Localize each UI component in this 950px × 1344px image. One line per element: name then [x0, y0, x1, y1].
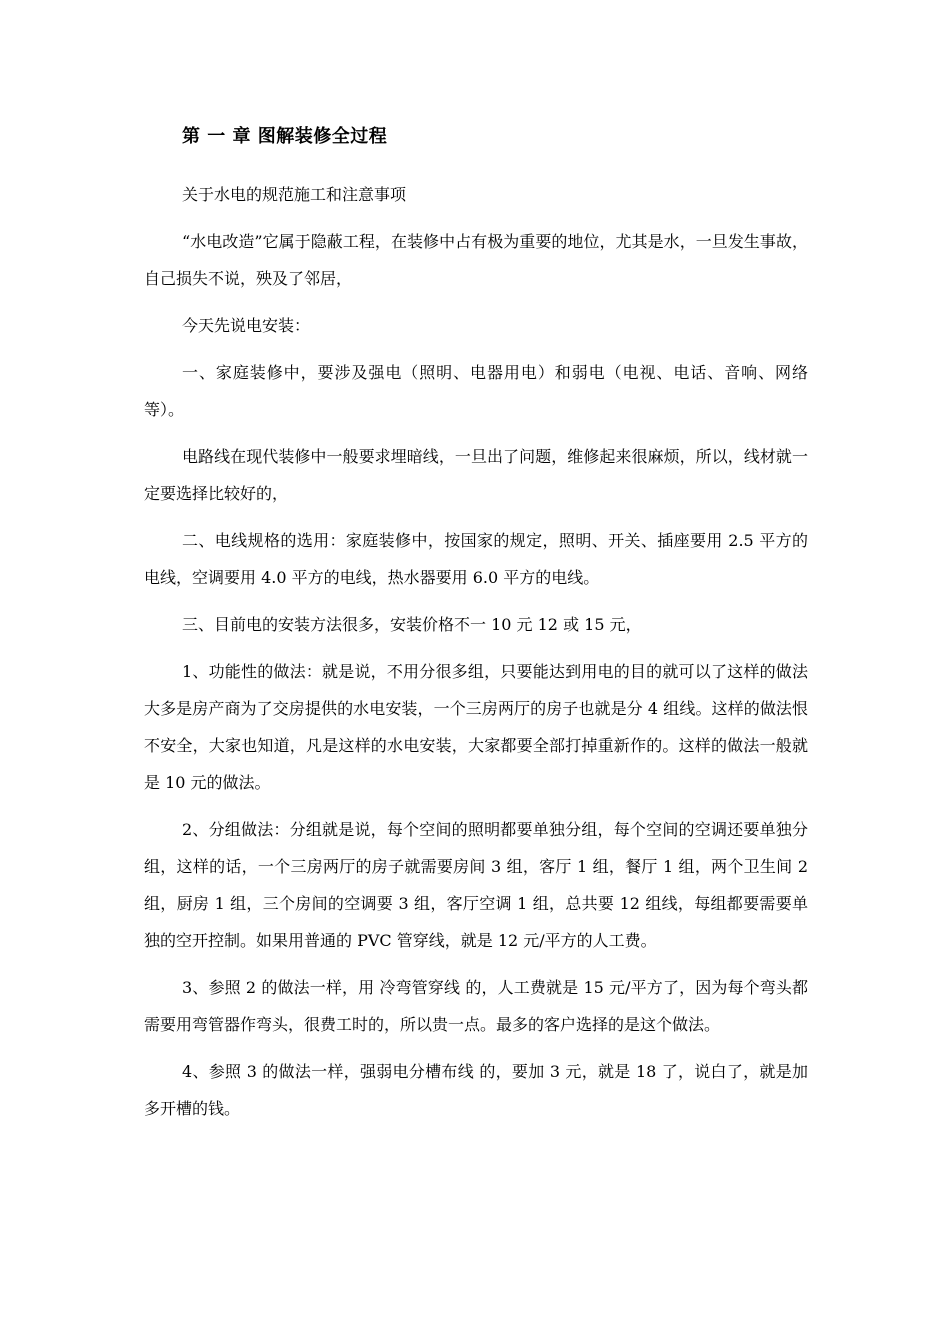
paragraph-intro: “水电改造”它属于隐蔽工程，在装修中占有极为重要的地位，尤其是水，一旦发生事故，自己损失不说，殃及了邻居， — [144, 232, 808, 288]
paragraph-method-2: 2、分组做法：分组就是说，每个空间的照明都要单独分组，每个空间的空调还要单独分组，这样的话，一个三房两厅的房子就需要房间 3 组，客厅 1 组，餐厅 1 组，两个卫生间 2 组，厨房 1 组，三个房间的空调要 3 组，客厅空调 1 组，总共要 12 组线，每组都要需要单独的空开控制。如果用普通的 PVC 管穿线，就是 12 元/平方的人工费。 — [144, 820, 808, 950]
paragraph-method-4: 4、参照 3 的做法一样，强弱电分槽布线 的，要加 3 元，就是 18 了，说白了，就是加多开槽的钱。 — [144, 1062, 808, 1118]
chapter-title: 第 一 章 图解装修全过程 — [182, 126, 388, 147]
paragraph-method-3: 3、参照 2 的做法一样，用 冷弯管穿线 的，人工费就是 15 元/平方了，因为每个弯头都需要用弯管器作弯头，很费工时的，所以贵一点。最多的客户选择的是这个做法。 — [144, 978, 808, 1034]
paragraph-point-3: 三、目前电的安装方法很多，安装价格不一 10 元 12 或 15 元， — [182, 615, 642, 634]
paragraph-point-1: 一、家庭装修中，要涉及强电（照明、电器用电）和弱电（电视、电话、音响、网络等）。 — [144, 363, 808, 419]
paragraph-electric-intro: 今天先说电安装： — [182, 316, 311, 335]
paragraph-method-1: 1、功能性的做法：就是说，不用分很多组，只要能达到用电的目的就可以了这样的做法大多是房产商为了交房提供的水电安装，一个三房两厅的房子也就是分 4 组线。这样的做法恨不安全，大家也知道，凡是这样的水电安装，大家都要全部打掉重新作的。这样的做法一般就是 10 元的做法。 — [144, 662, 808, 792]
paragraph-wiring: 电路线在现代装修中一般要求埋暗线，一旦出了问题，维修起来很麻烦，所以，线材就一定要选择比较好的， — [144, 447, 808, 503]
document-body — [144, 118, 808, 1137]
paragraph-subtitle: 关于水电的规范施工和注意事项 — [182, 185, 407, 204]
paragraph-point-2: 二、电线规格的选用：家庭装修中，按国家的规定，照明、开关、插座要用 2.5 平方的电线，空调要用 4.0 平方的电线，热水器要用 6.0 平方的电线。 — [144, 531, 808, 587]
